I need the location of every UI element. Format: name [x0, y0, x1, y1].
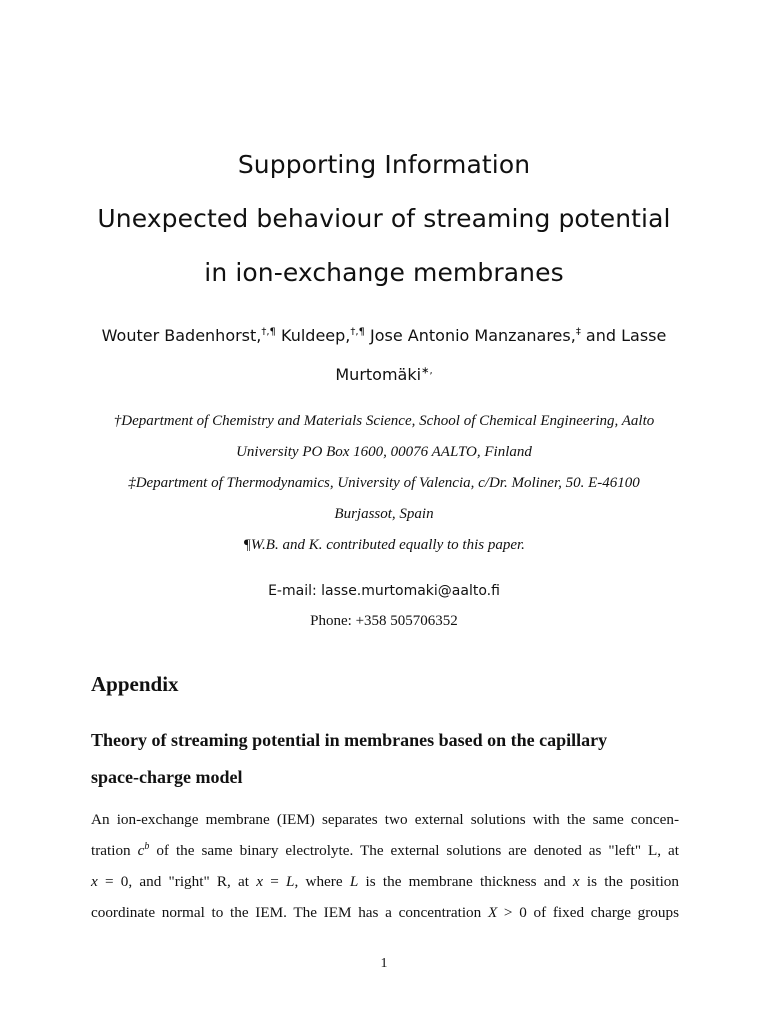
math-symbol: x: [91, 873, 98, 890]
text-run: of the same binary electrolyte. The external solutions are denoted as "left" L, at: [149, 842, 679, 859]
math-symbol: L: [349, 873, 359, 890]
body-paragraph: [91, 804, 679, 928]
author-name: Wouter Badenhorst,: [101, 326, 262, 345]
text-run: coordinate normal to the IEM. The IEM has a concentration: [91, 904, 488, 921]
math-symbol: x: [572, 873, 580, 890]
affiliation-line: University PO Box 1600, 00076 AALTO, Finland: [236, 444, 532, 460]
text-run: , where: [294, 873, 350, 890]
affiliation-line: †Department of Chemistry and Materials Science, School of Chemical Engineering, Aalto: [113, 413, 655, 429]
subsection-heading: [91, 722, 681, 796]
title-line-2: Unexpected behaviour of streaming potential: [97, 204, 671, 233]
title-line-1: Supporting Information: [237, 150, 531, 179]
affiliation-note: ¶W.B. and K. contributed equally to this paper.: [243, 537, 525, 553]
affiliation-line: Burjassot, Spain: [334, 506, 434, 522]
paragraph-line: [91, 897, 679, 928]
author-name: and Lasse: [585, 326, 667, 345]
author-list-line-1: [0, 326, 768, 345]
text-run: > 0 of fixed charge groups: [497, 904, 679, 921]
contact-email: E-mail: lasse.murtomaki@aalto.fi: [268, 583, 500, 599]
math-symbol: c: [137, 842, 145, 859]
text-run: is the position: [579, 873, 679, 890]
text-run: tration: [91, 842, 138, 859]
author-name: Murtomäki: [335, 365, 422, 384]
section-heading-appendix: Appendix: [91, 672, 179, 696]
author-affiliation-mark: †,¶: [261, 326, 276, 338]
author-name: Kuldeep,: [281, 326, 351, 345]
subsection-heading-line: space-charge model: [91, 767, 243, 787]
author-affiliation-mark: †,¶: [350, 326, 365, 338]
math-symbol: x: [256, 873, 263, 890]
contact-phone: Phone: +358 505706352: [310, 613, 458, 629]
author-name: Jose Antonio Manzanares,: [370, 326, 576, 345]
text-run: is the membrane thickness and: [358, 873, 573, 890]
math-symbol: X: [487, 904, 498, 921]
author-list-line-2: [0, 365, 768, 384]
paragraph-line: [91, 835, 679, 866]
text-run: =: [262, 873, 287, 890]
affiliation-block: [0, 406, 768, 561]
affiliation-line: ‡Department of Thermodynamics, University of Valencia, c/Dr. Moliner, 50. E-46100: [128, 475, 640, 491]
math-symbol: L: [286, 873, 295, 890]
paragraph-line: [91, 866, 679, 897]
page-number: 1: [380, 956, 388, 971]
text-run: = 0, and "right" R, at: [97, 873, 257, 890]
title-line-3: in ion-exchange membranes: [204, 258, 564, 287]
author-affiliation-mark: ‡: [575, 326, 581, 338]
paragraph-line: An ion-exchange membrane (IEM) separates two external solutions with the same concen-: [91, 811, 679, 828]
author-corresponding-mark: ∗,: [421, 365, 433, 377]
math-superscript: b: [144, 840, 150, 852]
subsection-heading-line: Theory of streaming potential in membranes based on the capillary: [91, 730, 608, 750]
